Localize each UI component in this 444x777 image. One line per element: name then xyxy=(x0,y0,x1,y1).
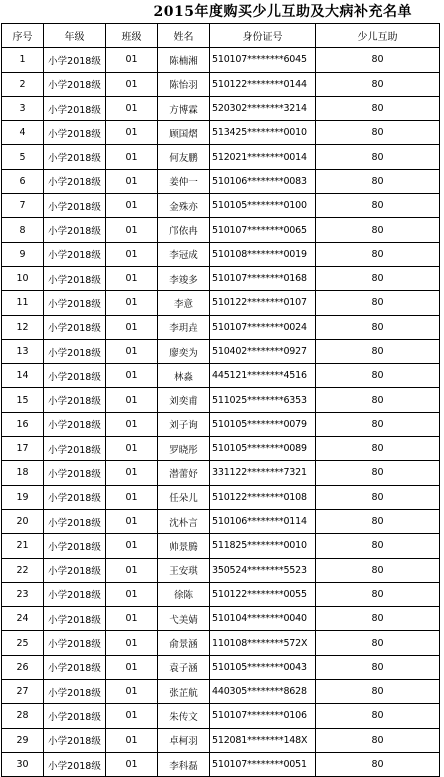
cell-seq: 27 xyxy=(2,680,44,704)
cell-id-number: 510107********0024 xyxy=(210,315,316,339)
cell-id-number: 510105********0043 xyxy=(210,655,316,679)
cell-child-mutual-aid: 80 xyxy=(316,558,440,582)
roster-table xyxy=(1,23,440,777)
cell-class: 01 xyxy=(106,194,158,218)
cell-class: 01 xyxy=(106,509,158,533)
cell-id-number: 510107********0106 xyxy=(210,704,316,728)
table-row xyxy=(2,461,440,485)
cell-grade: 小学2018级 xyxy=(44,582,106,606)
cell-name: 李冠成 xyxy=(158,242,210,266)
cell-seq: 3 xyxy=(2,96,44,120)
cell-grade: 小学2018级 xyxy=(44,145,106,169)
table-row xyxy=(2,437,440,461)
cell-name: 张芷航 xyxy=(158,680,210,704)
table-row xyxy=(2,291,440,315)
cell-child-mutual-aid: 80 xyxy=(316,437,440,461)
cell-class: 01 xyxy=(106,485,158,509)
cell-child-mutual-aid: 80 xyxy=(316,145,440,169)
cell-child-mutual-aid: 80 xyxy=(316,412,440,436)
cell-seq: 22 xyxy=(2,558,44,582)
cell-child-mutual-aid: 80 xyxy=(316,121,440,145)
table-row xyxy=(2,534,440,558)
cell-id-number: 510122********0107 xyxy=(210,291,316,315)
table-row xyxy=(2,631,440,655)
cell-seq: 14 xyxy=(2,364,44,388)
cell-child-mutual-aid: 80 xyxy=(316,194,440,218)
table-row xyxy=(2,582,440,606)
cell-seq: 13 xyxy=(2,339,44,363)
cell-name: 李竣多 xyxy=(158,266,210,290)
table-row xyxy=(2,242,440,266)
cell-seq: 26 xyxy=(2,655,44,679)
cell-name: 袁子涵 xyxy=(158,655,210,679)
cell-grade: 小学2018级 xyxy=(44,242,106,266)
cell-grade: 小学2018级 xyxy=(44,291,106,315)
cell-name: 陈楠湘 xyxy=(158,48,210,72)
sheet-title: 2015年度购买少儿互助及大病补充名单 xyxy=(153,4,412,20)
cell-id-number: 512081********148X xyxy=(210,728,316,752)
cell-grade: 小学2018级 xyxy=(44,607,106,631)
cell-seq: 4 xyxy=(2,121,44,145)
cell-name: 沈朴言 xyxy=(158,509,210,533)
table-row xyxy=(2,509,440,533)
cell-grade: 小学2018级 xyxy=(44,364,106,388)
cell-class: 01 xyxy=(106,437,158,461)
table-row xyxy=(2,315,440,339)
cell-id-number: 512021********0014 xyxy=(210,145,316,169)
cell-name: 李玥垚 xyxy=(158,315,210,339)
cell-child-mutual-aid: 80 xyxy=(316,680,440,704)
cell-class: 01 xyxy=(106,655,158,679)
cell-child-mutual-aid: 80 xyxy=(316,72,440,96)
cell-class: 01 xyxy=(106,48,158,72)
cell-child-mutual-aid: 80 xyxy=(316,48,440,72)
cell-child-mutual-aid: 80 xyxy=(316,96,440,120)
cell-seq: 12 xyxy=(2,315,44,339)
cell-name: 潜蕾妤 xyxy=(158,461,210,485)
cell-grade: 小学2018级 xyxy=(44,96,106,120)
col-header-grade: 年级 xyxy=(44,24,106,48)
cell-class: 01 xyxy=(106,364,158,388)
cell-name: 徐陈 xyxy=(158,582,210,606)
cell-id-number: 510122********0108 xyxy=(210,485,316,509)
col-header-name: 姓名 xyxy=(158,24,210,48)
table-row xyxy=(2,194,440,218)
table-row xyxy=(2,752,440,776)
table-row xyxy=(2,558,440,582)
cell-id-number: 510107********0051 xyxy=(210,752,316,776)
cell-id-number: 510107********0065 xyxy=(210,218,316,242)
cell-name: 朱传文 xyxy=(158,704,210,728)
col-header-child-mutual-aid: 少儿互助 xyxy=(316,24,440,48)
cell-class: 01 xyxy=(106,704,158,728)
cell-class: 01 xyxy=(106,631,158,655)
cell-name: 王安琪 xyxy=(158,558,210,582)
cell-name: 方博霖 xyxy=(158,96,210,120)
cell-seq: 18 xyxy=(2,461,44,485)
cell-id-number: 511025********6353 xyxy=(210,388,316,412)
cell-grade: 小学2018级 xyxy=(44,194,106,218)
cell-class: 01 xyxy=(106,96,158,120)
cell-grade: 小学2018级 xyxy=(44,437,106,461)
cell-name: 李科磊 xyxy=(158,752,210,776)
cell-name: 李意 xyxy=(158,291,210,315)
cell-grade: 小学2018级 xyxy=(44,169,106,193)
cell-class: 01 xyxy=(106,266,158,290)
cell-class: 01 xyxy=(106,218,158,242)
col-header-class: 班级 xyxy=(106,24,158,48)
cell-grade: 小学2018级 xyxy=(44,412,106,436)
cell-grade: 小学2018级 xyxy=(44,339,106,363)
cell-class: 01 xyxy=(106,145,158,169)
cell-grade: 小学2018级 xyxy=(44,728,106,752)
cell-name: 卓柯羽 xyxy=(158,728,210,752)
cell-child-mutual-aid: 80 xyxy=(316,728,440,752)
cell-class: 01 xyxy=(106,752,158,776)
cell-child-mutual-aid: 80 xyxy=(316,607,440,631)
table-row xyxy=(2,704,440,728)
cell-id-number: 510105********0089 xyxy=(210,437,316,461)
cell-grade: 小学2018级 xyxy=(44,680,106,704)
cell-name: 刘奕甫 xyxy=(158,388,210,412)
cell-seq: 15 xyxy=(2,388,44,412)
cell-class: 01 xyxy=(106,339,158,363)
table-header-row xyxy=(2,24,440,48)
cell-id-number: 440305********8628 xyxy=(210,680,316,704)
cell-class: 01 xyxy=(106,315,158,339)
cell-grade: 小学2018级 xyxy=(44,752,106,776)
table-row xyxy=(2,485,440,509)
table-row xyxy=(2,169,440,193)
cell-child-mutual-aid: 80 xyxy=(316,752,440,776)
cell-class: 01 xyxy=(106,169,158,193)
cell-class: 01 xyxy=(106,582,158,606)
cell-seq: 10 xyxy=(2,266,44,290)
cell-seq: 24 xyxy=(2,607,44,631)
cell-seq: 20 xyxy=(2,509,44,533)
cell-grade: 小学2018级 xyxy=(44,485,106,509)
cell-child-mutual-aid: 80 xyxy=(316,655,440,679)
cell-class: 01 xyxy=(106,607,158,631)
cell-id-number: 510105********0100 xyxy=(210,194,316,218)
cell-seq: 16 xyxy=(2,412,44,436)
cell-id-number: 510108********0019 xyxy=(210,242,316,266)
cell-grade: 小学2018级 xyxy=(44,631,106,655)
cell-name: 弋美婧 xyxy=(158,607,210,631)
cell-name: 姜仲一 xyxy=(158,169,210,193)
cell-child-mutual-aid: 80 xyxy=(316,364,440,388)
cell-class: 01 xyxy=(106,728,158,752)
cell-child-mutual-aid: 80 xyxy=(316,315,440,339)
cell-class: 01 xyxy=(106,291,158,315)
cell-child-mutual-aid: 80 xyxy=(316,242,440,266)
cell-id-number: 511825********0010 xyxy=(210,534,316,558)
cell-seq: 9 xyxy=(2,242,44,266)
cell-name: 何友鹏 xyxy=(158,145,210,169)
cell-id-number: 510106********0114 xyxy=(210,509,316,533)
cell-child-mutual-aid: 80 xyxy=(316,266,440,290)
cell-id-number: 510107********0168 xyxy=(210,266,316,290)
cell-id-number: 510122********0055 xyxy=(210,582,316,606)
cell-class: 01 xyxy=(106,242,158,266)
cell-grade: 小学2018级 xyxy=(44,461,106,485)
cell-seq: 28 xyxy=(2,704,44,728)
cell-child-mutual-aid: 80 xyxy=(316,704,440,728)
cell-name: 刘子询 xyxy=(158,412,210,436)
cell-id-number: 510104********0040 xyxy=(210,607,316,631)
cell-name: 任朵儿 xyxy=(158,485,210,509)
cell-grade: 小学2018级 xyxy=(44,266,106,290)
cell-child-mutual-aid: 80 xyxy=(316,485,440,509)
cell-seq: 5 xyxy=(2,145,44,169)
cell-child-mutual-aid: 80 xyxy=(316,461,440,485)
table-row xyxy=(2,364,440,388)
cell-grade: 小学2018级 xyxy=(44,704,106,728)
cell-name: 廖奕为 xyxy=(158,339,210,363)
cell-name: 罗晓彤 xyxy=(158,437,210,461)
table-row xyxy=(2,412,440,436)
col-header-seq: 序号 xyxy=(2,24,44,48)
cell-seq: 17 xyxy=(2,437,44,461)
cell-child-mutual-aid: 80 xyxy=(316,582,440,606)
cell-child-mutual-aid: 80 xyxy=(316,388,440,412)
cell-seq: 30 xyxy=(2,752,44,776)
cell-seq: 8 xyxy=(2,218,44,242)
cell-grade: 小学2018级 xyxy=(44,534,106,558)
table-row xyxy=(2,96,440,120)
cell-id-number: 510105********0079 xyxy=(210,412,316,436)
table-row xyxy=(2,145,440,169)
cell-id-number: 513425********0010 xyxy=(210,121,316,145)
cell-child-mutual-aid: 80 xyxy=(316,509,440,533)
table-row xyxy=(2,728,440,752)
table-row xyxy=(2,607,440,631)
cell-seq: 29 xyxy=(2,728,44,752)
cell-grade: 小学2018级 xyxy=(44,72,106,96)
table-row xyxy=(2,388,440,412)
cell-id-number: 110108********572X xyxy=(210,631,316,655)
cell-id-number: 350524********5523 xyxy=(210,558,316,582)
cell-id-number: 510106********0083 xyxy=(210,169,316,193)
table-row xyxy=(2,266,440,290)
cell-grade: 小学2018级 xyxy=(44,48,106,72)
cell-id-number: 510107********6045 xyxy=(210,48,316,72)
cell-seq: 7 xyxy=(2,194,44,218)
cell-class: 01 xyxy=(106,412,158,436)
cell-id-number: 445121********4516 xyxy=(210,364,316,388)
cell-grade: 小学2018级 xyxy=(44,509,106,533)
cell-class: 01 xyxy=(106,680,158,704)
cell-name: 金殊亦 xyxy=(158,194,210,218)
cell-seq: 19 xyxy=(2,485,44,509)
cell-name: 林淼 xyxy=(158,364,210,388)
table-row xyxy=(2,48,440,72)
cell-grade: 小学2018级 xyxy=(44,558,106,582)
cell-child-mutual-aid: 80 xyxy=(316,218,440,242)
table-row xyxy=(2,339,440,363)
cell-class: 01 xyxy=(106,121,158,145)
cell-id-number: 510402********0927 xyxy=(210,339,316,363)
table-row xyxy=(2,680,440,704)
cell-seq: 23 xyxy=(2,582,44,606)
cell-name: 邝依冉 xyxy=(158,218,210,242)
cell-seq: 1 xyxy=(2,48,44,72)
cell-child-mutual-aid: 80 xyxy=(316,339,440,363)
cell-seq: 11 xyxy=(2,291,44,315)
cell-class: 01 xyxy=(106,388,158,412)
cell-grade: 小学2018级 xyxy=(44,121,106,145)
cell-class: 01 xyxy=(106,72,158,96)
cell-child-mutual-aid: 80 xyxy=(316,534,440,558)
table-row xyxy=(2,72,440,96)
cell-name: 顾国熠 xyxy=(158,121,210,145)
cell-seq: 2 xyxy=(2,72,44,96)
cell-id-number: 520302********3214 xyxy=(210,96,316,120)
table-body xyxy=(2,48,440,777)
cell-name: 陈怡羽 xyxy=(158,72,210,96)
table-row xyxy=(2,121,440,145)
cell-grade: 小学2018级 xyxy=(44,315,106,339)
cell-id-number: 510122********0144 xyxy=(210,72,316,96)
table-row xyxy=(2,218,440,242)
cell-name: 帅景腾 xyxy=(158,534,210,558)
cell-id-number: 331122********7321 xyxy=(210,461,316,485)
cell-child-mutual-aid: 80 xyxy=(316,291,440,315)
cell-class: 01 xyxy=(106,461,158,485)
cell-seq: 25 xyxy=(2,631,44,655)
cell-name: 俞景涵 xyxy=(158,631,210,655)
cell-seq: 6 xyxy=(2,169,44,193)
cell-seq: 21 xyxy=(2,534,44,558)
cell-class: 01 xyxy=(106,534,158,558)
cell-grade: 小学2018级 xyxy=(44,388,106,412)
cell-grade: 小学2018级 xyxy=(44,655,106,679)
col-header-id-number: 身份证号 xyxy=(210,24,316,48)
cell-child-mutual-aid: 80 xyxy=(316,631,440,655)
cell-grade: 小学2018级 xyxy=(44,218,106,242)
table-row xyxy=(2,655,440,679)
cell-class: 01 xyxy=(106,558,158,582)
cell-child-mutual-aid: 80 xyxy=(316,169,440,193)
